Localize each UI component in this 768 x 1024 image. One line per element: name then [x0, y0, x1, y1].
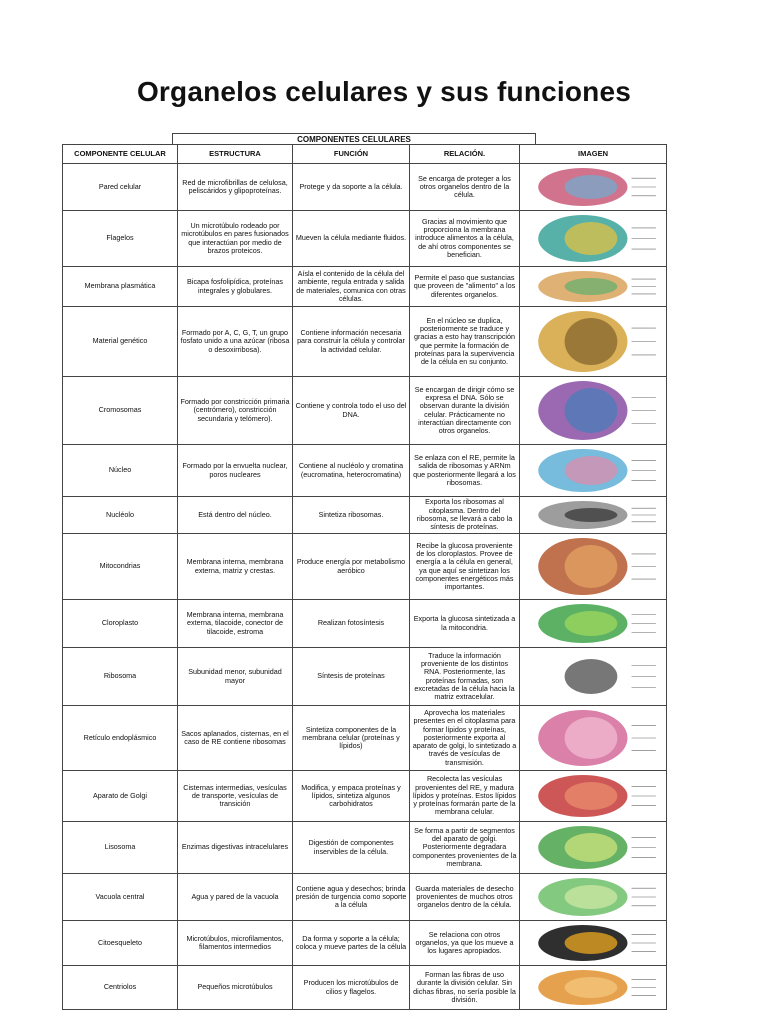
golgi-image [522, 772, 664, 820]
cell-estructura: Microtúbulos, microfilamentos, filamentos intermedios [178, 921, 293, 966]
cell-relacion: Recibe la glucosa proveniente de los cloroplastos. Provee de energía a la célula en general, ya que aquí se sintetizan los componentes energéticos más importantes. [410, 534, 520, 600]
table-row [63, 874, 667, 921]
cell-relacion: Se encarga de proteger a los otros organelos dentro de la célula. [410, 164, 520, 211]
cell-estructura: Sacos aplanados, cisternas, en el caso de RE contiene ribosomas [178, 706, 293, 771]
cell-estructura: Subunidad menor, subunidad mayor [178, 648, 293, 706]
cell-componente: Membrana plasmática [63, 267, 178, 307]
cytoskeleton-image [522, 922, 664, 964]
table-row [63, 497, 667, 534]
cell-componente: Núcleo [63, 445, 178, 497]
cell-funcion: Sintetiza componentes de la membrana celular (proteínas y lípidos) [293, 706, 410, 771]
table-row [63, 921, 667, 966]
cell-componente: Aparato de Golgi [63, 771, 178, 822]
cell-imagen [520, 874, 667, 921]
cell-relacion: Gracias al movimiento que proporciona la membrana introduce alimentos a la célula, de ahí otros componentes se benefician. [410, 211, 520, 267]
cell-estructura: Agua y pared de la vacuola [178, 874, 293, 921]
cell-imagen [520, 966, 667, 1010]
cell-imagen [520, 600, 667, 648]
table-row [63, 164, 667, 211]
cell-estructura: Está dentro del núcleo. [178, 497, 293, 534]
cell-imagen [520, 164, 667, 211]
chloroplast-image [522, 601, 664, 646]
cell-wall-image [522, 165, 664, 209]
cell-imagen [520, 497, 667, 534]
cell-relacion: Permite el paso que sustancias que proveen de "alimento" a los diferentes organelos. [410, 267, 520, 307]
cell-relacion: Recolecta las vesículas provenientes del RE, y madura lípidos y proteínas. Estos lípidos y proteínas formarán parte de la membrana celular. [410, 771, 520, 822]
cell-componente: Pared celular [63, 164, 178, 211]
header-componente: COMPONENTE CELULAR [63, 145, 178, 164]
cell-componente: Cromosomas [63, 377, 178, 445]
table-row [63, 706, 667, 771]
table-header-row [63, 145, 667, 164]
vacuole-image [522, 875, 664, 919]
cell-imagen [520, 445, 667, 497]
cell-relacion: En el núcleo se duplica, posteriormente se traduce y gracias a esto hay transcripción que permite la formación de proteínas para la supervivencia de la célula en su conjunto. [410, 307, 520, 377]
cell-componente: Nucléolo [63, 497, 178, 534]
table-row [63, 966, 667, 1010]
cell-estructura: Un microtúbulo rodeado por microtúbulos en pares fusionados que interactúan por medio de brazos proteicos. [178, 211, 293, 267]
mitochondria-image [522, 535, 664, 598]
cell-funcion: Mueven la célula mediante fluidos. [293, 211, 410, 267]
nucleus-image [522, 446, 664, 495]
table-super-header: COMPONENTES CELULARES [172, 133, 536, 145]
cell-relacion: Aprovecha los materiales presentes en el citoplasma para formar lípidos y proteínas, posteriormente exporta al aparato de golgi, lo sintetizado a través de vesículas de transmisión. [410, 706, 520, 771]
cell-componente: Vacuola central [63, 874, 178, 921]
cell-funcion: Contiene información necesaria para construir la célula y controlar la actividad celular. [293, 307, 410, 377]
cell-estructura: Bicapa fosfolipídica, proteínas integrales y globulares. [178, 267, 293, 307]
cell-imagen [520, 534, 667, 600]
cell-funcion: Digestión de componentes inservibles de la célula. [293, 822, 410, 874]
plasma-membrane-image [522, 268, 664, 305]
table-row [63, 267, 667, 307]
cell-relacion: Se forma a partir de segmentos del aparato de golgi. Posteriormente degradara componentes provenientes de la membrana. [410, 822, 520, 874]
header-funcion: FUNCIÓN [293, 145, 410, 164]
cell-componente: Mitocondrias [63, 534, 178, 600]
header-estructura: ESTRUCTURA [178, 145, 293, 164]
header-imagen: IMAGEN [520, 145, 667, 164]
cell-relacion: Exporta los ribosomas al citoplasma. Dentro del ribosoma, se llevará a cabo la síntesis de proteínas. [410, 497, 520, 534]
centriole-image [522, 967, 664, 1008]
cell-relacion: Traduce la información proveniente de los distintos RNA. Posteriormente, las proteínas formadas, son excretadas de la célula hacia la matriz extracelular. [410, 648, 520, 706]
cell-funcion: Contiene agua y desechos; brinda presión de turgencia como soporte a la célula [293, 874, 410, 921]
cell-relacion: Se relaciona con otros organelos, ya que los mueve a los lugares apropiados. [410, 921, 520, 966]
chromosome-image [522, 378, 664, 443]
page-title: Organelos celulares y sus funciones [136, 76, 632, 107]
er-image [522, 707, 664, 769]
cell-imagen [520, 771, 667, 822]
lysosome-image [522, 823, 664, 872]
cell-imagen [520, 706, 667, 771]
table-row [63, 600, 667, 648]
cell-relacion: Se encargan de dirigir cómo se expresa el DNA. Sólo se observan durante la división celular. Prácticamente no interactúan directamente con otros organelos. [410, 377, 520, 445]
table-row [63, 534, 667, 600]
nucleolus-image [522, 498, 664, 532]
organelles-table [62, 144, 667, 1010]
cell-componente: Material genético [63, 307, 178, 377]
cell-funcion: Realizan fotosíntesis [293, 600, 410, 648]
cell-estructura: Cisternas intermedias, vesículas de transporte, vesículas de transición [178, 771, 293, 822]
cell-relacion: Se enlaza con el RE, permite la salida de ribosomas y ARNm que posteriormente llegará a los ribosomas. [410, 445, 520, 497]
dna-image [522, 308, 664, 375]
cell-componente: Ribosoma [63, 648, 178, 706]
cell-imagen [520, 307, 667, 377]
cell-funcion: Producen los microtúbulos de cilios y flagelos. [293, 966, 410, 1010]
cell-funcion: Da forma y soporte a la célula; coloca y mueve partes de la célula [293, 921, 410, 966]
cell-imagen [520, 267, 667, 307]
cell-funcion: Sintetiza ribosomas. [293, 497, 410, 534]
table-row [63, 648, 667, 706]
cell-funcion: Aísla el contenido de la célula del ambiente, regula entrada y salida de materiales, comunica con otras células. [293, 267, 410, 307]
cell-imagen [520, 921, 667, 966]
table-row [63, 771, 667, 822]
cell-componente: Centriolos [63, 966, 178, 1010]
cell-estructura: Membrana interna, membrana externa, tilacoide, conector de tilacoide, estroma [178, 600, 293, 648]
cell-relacion: Forman las fibras de uso durante la división celular. Sin dichas fibras, no sería posible la división. [410, 966, 520, 1010]
flagella-image [522, 212, 664, 265]
table-row [63, 211, 667, 267]
cell-funcion: Contiene al nucléolo y cromatina (eucromatina, heterocromatina) [293, 445, 410, 497]
cell-estructura: Pequeños microtúbulos [178, 966, 293, 1010]
cell-imagen [520, 822, 667, 874]
cell-funcion: Síntesis de proteínas [293, 648, 410, 706]
cell-estructura: Formado por constricción primaria (centrómero), constricción secundaria y telómero). [178, 377, 293, 445]
cell-imagen [520, 377, 667, 445]
table-row [63, 822, 667, 874]
cell-relacion: Exporta la glucosa sintetizada a la mitocondria. [410, 600, 520, 648]
table-row [63, 445, 667, 497]
cell-funcion: Modifica, y empaca proteínas y lípidos, sintetiza algunos carbohidratos [293, 771, 410, 822]
cell-funcion: Protege y da soporte a la célula. [293, 164, 410, 211]
cell-componente: Retículo endoplásmico [63, 706, 178, 771]
cell-estructura: Membrana interna, membrana externa, matriz y crestas. [178, 534, 293, 600]
cell-componente: Citoesqueleto [63, 921, 178, 966]
cell-estructura: Formado por A, C, G, T, un grupo fosfato unido a una azúcar (ribosa o desoxirribosa). [178, 307, 293, 377]
cell-estructura: Enzimas digestivas intracelulares [178, 822, 293, 874]
cell-estructura: Formado por la envuelta nuclear, poros nucleares [178, 445, 293, 497]
cell-imagen [520, 211, 667, 267]
header-relacion: RELACIÓN. [410, 145, 520, 164]
cell-componente: Flagelos [63, 211, 178, 267]
cell-imagen [520, 648, 667, 706]
cell-componente: Cloroplasto [63, 600, 178, 648]
cell-funcion: Produce energía por metabolismo aeróbico [293, 534, 410, 600]
table-row [63, 307, 667, 377]
cell-funcion: Contiene y controla todo el uso del DNA. [293, 377, 410, 445]
cell-estructura: Red de microfibrillas de celulosa, peliscáridos y glipoproteínas. [178, 164, 293, 211]
table-row [63, 377, 667, 445]
ribosome-image [522, 649, 664, 704]
cell-componente: Lisosoma [63, 822, 178, 874]
cell-relacion: Guarda materiales de desecho provenientes de muchos otros organelos dentro de la célula. [410, 874, 520, 921]
